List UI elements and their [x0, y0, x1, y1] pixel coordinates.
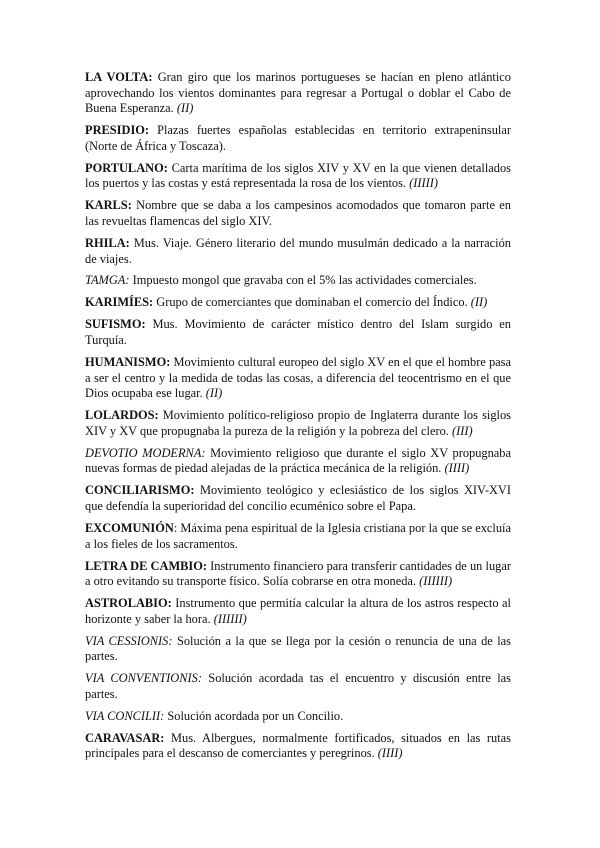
glossary-entry-humanismo: [85, 355, 511, 402]
glossary-reference: (II): [470, 295, 488, 310]
glossary-definition: Plazas fuertes españolas establecidas en territorio extrapeninsular (Norte de África y Toscaza).: [85, 123, 511, 153]
glossary-entry-sufismo: [85, 317, 511, 348]
glossary-definition: Gran giro que los marinos portugueses se hacían en pleno atlántico aprovechando los vientos dominantes para regresar a Portugal o doblar el Cabo de Buena Esperanza.: [85, 70, 511, 116]
glossary-definition: Solución a la que se llega por la cesión o renuncia de una de las partes.: [85, 633, 511, 664]
glossary-entry-karls: [85, 198, 511, 229]
glossary-definition: Movimiento cultural europeo del siglo XV en el que el hombre pasa a ser el centro y la medida de todas las cosas, a diferencia del teocentrismo en el que Dios ocupaba ese lugar.: [85, 355, 511, 401]
glossary-definition: : Máxima pena espiritual de la Iglesia cristiana por la que se excluía a los fieles de los sacramentos.: [85, 520, 511, 551]
glossary-entry-la-volta: [85, 70, 511, 117]
glossary-definition: Mus. Albergues, normalmente fortificados, situados en las rutas principales para el descanso de comerciantes y peregrinos.: [85, 730, 511, 761]
glossary-term: VIA CONCILII:: [85, 708, 165, 723]
glossary-term: CARAVASAR:: [85, 730, 165, 745]
glossary-term: PORTULANO:: [85, 160, 168, 175]
glossary-entry-caravasar: [85, 731, 511, 762]
glossary-list: [85, 70, 511, 768]
glossary-term: VIA CESSIONIS:: [85, 633, 173, 648]
glossary-term: LETRA DE CAMBIO:: [85, 558, 207, 573]
glossary-definition: Nombre que se daba a los campesinos acomodados que tomaron parte en las revueltas flamencas del siglo XIV.: [85, 198, 511, 228]
glossary-reference: (III): [452, 423, 473, 438]
glossary-definition: Instrumento que permitía calcular la altura de los astros respecto al horizonte y saber la hora.: [85, 596, 511, 626]
glossary-definition: Instrumento financiero para transferir cantidades de un lugar a otro evitando su transporte físico. Solía cobrarse en otra moneda.: [85, 558, 511, 589]
glossary-entry-via-cessionis: [85, 634, 511, 665]
glossary-entry-excomunion: [85, 521, 511, 552]
glossary-term: LA VOLTA:: [85, 70, 153, 84]
glossary-term: VIA CONVENTIONIS:: [85, 671, 202, 686]
glossary-term: PRESIDIO:: [85, 123, 150, 138]
glossary-definition: Movimiento religioso que durante el siglo XV propugnaba nuevas formas de piedad alejadas de la práctica mecánica de la religión.: [85, 445, 512, 476]
glossary-reference: (IIIIII): [419, 574, 453, 589]
glossary-entry-lolardos: [85, 408, 511, 439]
glossary-term: HUMANISMO:: [85, 355, 171, 370]
glossary-reference: (II): [176, 101, 194, 116]
glossary-entry-via-conventionis: [85, 671, 511, 702]
glossary-entry-astrolabio: [85, 596, 511, 627]
glossary-definition: Mus. Viaje. Género literario del mundo musulmán dedicado a la narración de viajes.: [85, 235, 511, 266]
glossary-term: LOLARDOS:: [85, 408, 159, 423]
glossary-entry-letra-de-cambio: [85, 559, 511, 590]
glossary-definition: Impuesto mongol que gravaba con el 5% las actividades comerciales.: [129, 273, 477, 288]
glossary-term: EXCOMUNIÓN: [85, 520, 174, 535]
glossary-entry-conciliarismo: [85, 483, 511, 514]
glossary-entry-presidio: [85, 123, 511, 154]
glossary-definition: Mus. Movimiento de carácter místico dentro del Islam surgido en Turquía.: [85, 317, 511, 348]
glossary-entry-devotio-moderna: [85, 446, 511, 477]
glossary-entry-rhila: [85, 236, 511, 267]
glossary-reference: (IIII): [377, 746, 403, 761]
glossary-definition: Carta marítima de los siglos XIV y XV en la que vienen detallados los puertos y las costas y está representada la rosa de los vientos.: [85, 160, 511, 191]
glossary-term: KARLS:: [85, 198, 132, 213]
glossary-reference: (IIIII): [409, 176, 439, 191]
glossary-entry-portulano: [85, 161, 511, 192]
glossary-reference: (II): [205, 386, 223, 401]
glossary-term: SUFISMO:: [85, 317, 146, 332]
glossary-term: ASTROLABIO:: [85, 596, 172, 611]
glossary-reference: (IIIIII): [213, 611, 247, 626]
glossary-term: TAMGA:: [85, 273, 130, 288]
glossary-reference: (IIII): [444, 461, 470, 476]
glossary-entry-karimies: [85, 295, 511, 311]
glossary-term: CONCILIARISMO:: [85, 483, 195, 498]
glossary-definition: Movimiento teológico y eclesiástico de los siglos XIV-XVI que defendía la superioridad del concilio ecuménico sobre el Papa.: [85, 483, 511, 513]
glossary-term: DEVOTIO MODERNA:: [85, 445, 206, 460]
glossary-definition: Solución acordada tas el encuentro y discusión entre las partes.: [85, 671, 511, 701]
glossary-term: RHILA:: [85, 235, 130, 250]
glossary-definition: Movimiento político-religioso propio de Inglaterra durante los siglos XIV y XV que propugnaba la pureza de la religión y la pobreza del clero.: [85, 408, 511, 438]
glossary-entry-via-concilii: [85, 709, 511, 725]
glossary-definition: Solución acordada por un Concilio.: [164, 708, 344, 723]
glossary-term: KARIMÍES:: [85, 295, 154, 310]
glossary-entry-tamga: [85, 273, 511, 289]
glossary-definition: Grupo de comerciantes que dominaban el comercio del Índico.: [153, 295, 468, 310]
